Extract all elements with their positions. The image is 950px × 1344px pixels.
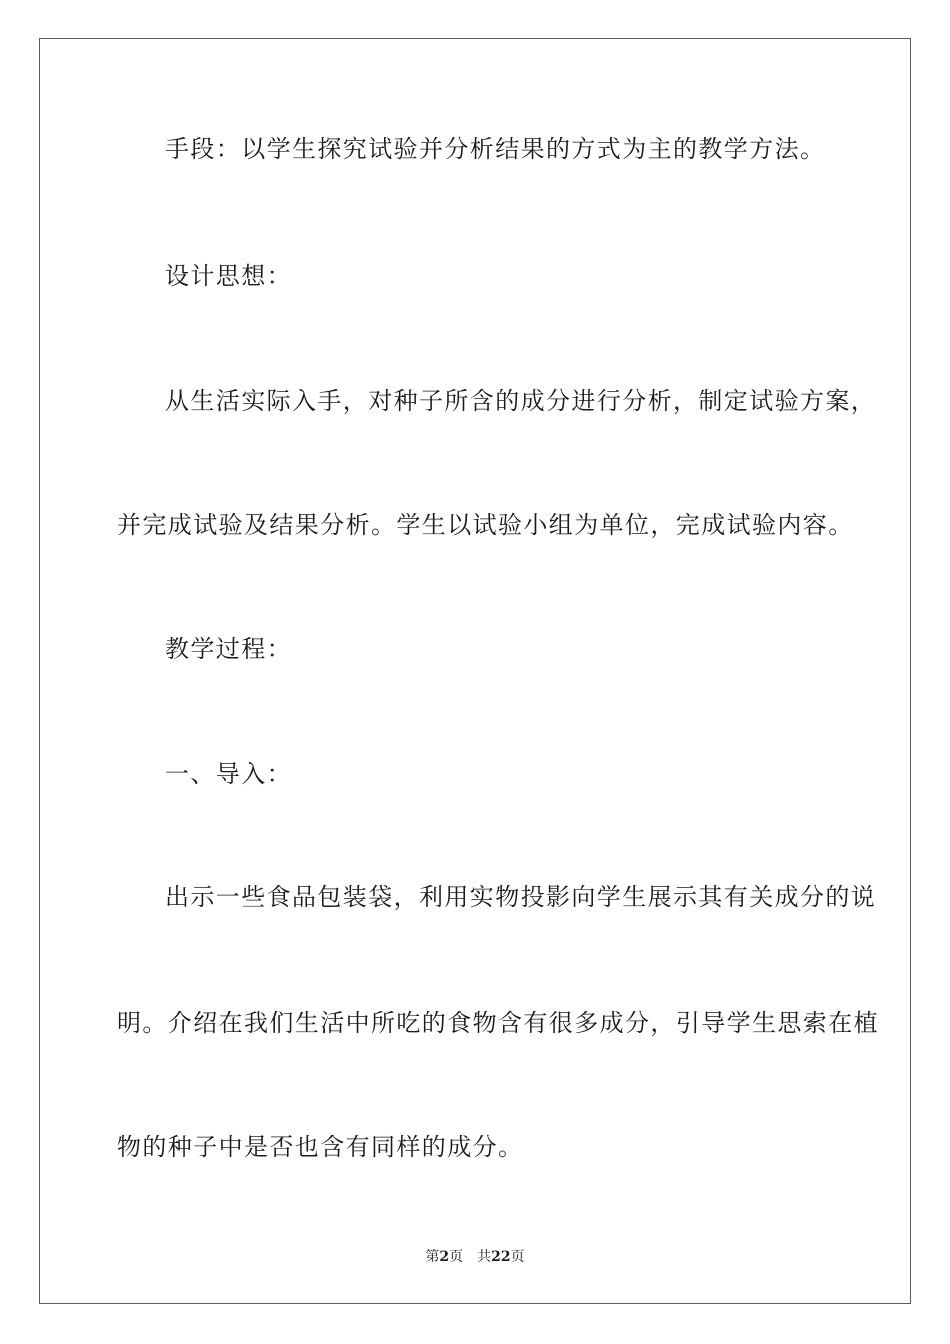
- total-prefix: 共: [477, 1249, 492, 1265]
- heading-design-idea: 设计思想：: [165, 262, 292, 290]
- page-suffix: 页: [449, 1249, 464, 1265]
- heading-introduction: 一、导入：: [165, 760, 292, 788]
- paragraph-intro-line-1: 出示一些食品包装袋，利用实物投影向学生展示其有关成分的说: [165, 883, 877, 911]
- paragraph-means: 手段：以学生探究试验并分析结果的方式为主的教学方法。: [165, 135, 826, 163]
- paragraph-intro-line-2: 明。介绍在我们生活中所吃的食物含有很多成分，引导学生思索在植: [117, 1009, 879, 1037]
- page-prefix: 第: [425, 1249, 440, 1265]
- paragraph-design-line-1: 从生活实际入手，对种子所含的成分进行分析，制定试验方案，: [165, 387, 877, 415]
- paragraph-design-line-2: 并完成试验及结果分析。学生以试验小组为单位，完成试验内容。: [117, 511, 854, 539]
- page-footer: [0, 1247, 950, 1267]
- total-pages: 22: [491, 1249, 511, 1265]
- paragraph-intro-line-3: 物的种子中是否也含有同样的成分。: [117, 1133, 524, 1161]
- total-suffix: 页: [510, 1249, 525, 1265]
- page-border: [39, 38, 911, 1304]
- page-number: 2: [439, 1249, 450, 1265]
- heading-teaching-process: 教学过程：: [165, 635, 292, 663]
